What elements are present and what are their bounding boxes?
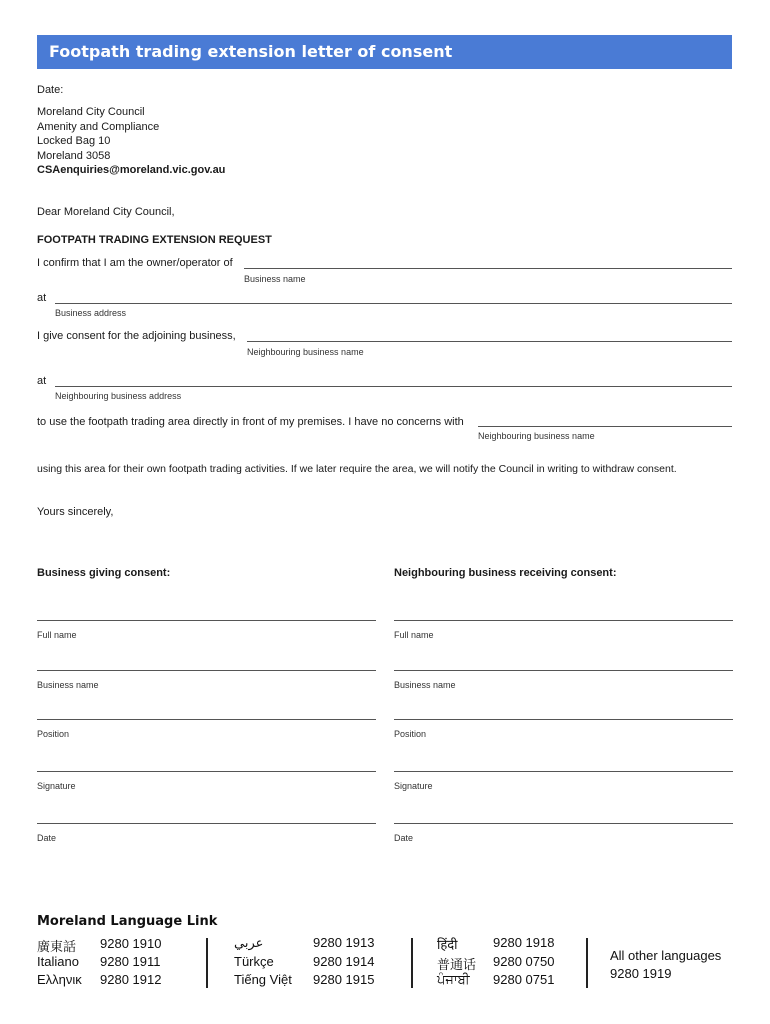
neighbouring-name-field[interactable] [247, 341, 732, 342]
left-signature-label: Signature [37, 781, 76, 791]
language-arabic: عربي [234, 935, 264, 950]
subject-heading: FOOTPATH TRADING EXTENSION REQUEST [37, 234, 272, 246]
phone-mandarin: 9280 0750 [493, 954, 555, 969]
right-signature-field[interactable] [394, 771, 733, 772]
language-link-title: Moreland Language Link [37, 914, 218, 929]
at-label: at [37, 292, 47, 304]
left-business-name-label: Business name [37, 680, 99, 690]
closing: Yours sincerely, [37, 506, 114, 518]
right-full-name-label: Full name [394, 630, 434, 640]
use-text: to use the footpath trading area directly in front of my premises. I have no concerns with [37, 416, 464, 428]
salutation: Dear Moreland City Council, [37, 206, 175, 218]
phone-arabic: 9280 1913 [313, 935, 375, 950]
language-cantonese: 廣東話 [37, 939, 77, 954]
address-line-3: Locked Bag 10 [37, 135, 111, 147]
business-name-caption: Business name [244, 274, 306, 284]
right-signature-label: Signature [394, 781, 433, 791]
language-punjabi: ਪੰਜਾਬੀ [437, 972, 470, 987]
right-date-field[interactable] [394, 823, 733, 824]
confirm-text: I confirm that I am the owner/operator of [37, 257, 233, 269]
right-business-name-field[interactable] [394, 670, 733, 671]
neighbouring-address-caption: Neighbouring business address [55, 391, 182, 401]
address-line-2: Amenity and Compliance [37, 121, 160, 133]
right-position-field[interactable] [394, 719, 733, 720]
footer-divider-3 [586, 938, 588, 988]
language-greek: Ελληνικ [37, 972, 82, 987]
left-business-name-field[interactable] [37, 670, 376, 671]
language-mandarin: 普通话 [437, 957, 477, 972]
at-label-2: at [37, 375, 47, 387]
business-address-field[interactable] [55, 303, 732, 304]
business-name-field[interactable] [244, 268, 732, 269]
left-position-field[interactable] [37, 719, 376, 720]
footer-divider-2 [411, 938, 413, 988]
phone-punjabi: 9280 0751 [493, 972, 555, 987]
neighbouring-name-caption: Neighbouring business name [247, 347, 364, 357]
phone-vietnamese: 9280 1915 [313, 972, 375, 987]
phone-greek: 9280 1912 [100, 972, 162, 987]
address-line-1: Moreland City Council [37, 106, 145, 118]
language-turkish: Türkçe [234, 954, 274, 969]
page-title: Footpath trading extension letter of consent [37, 35, 732, 69]
left-full-name-label: Full name [37, 630, 77, 640]
right-date-label: Date [394, 833, 414, 843]
left-date-field[interactable] [37, 823, 376, 824]
right-full-name-field[interactable] [394, 620, 733, 621]
neighbouring-name-caption-2: Neighbouring business name [478, 431, 595, 441]
left-signature-heading: Business giving consent: [37, 567, 171, 579]
left-position-label: Position [37, 729, 70, 739]
left-signature-field[interactable] [37, 771, 376, 772]
language-hindi: हिंदी [437, 937, 458, 952]
right-signature-heading: Neighbouring business receiving consent: [394, 567, 617, 579]
date-label: Date: [37, 84, 64, 96]
consent-text: I give consent for the adjoining business, [37, 330, 236, 342]
language-vietnamese: Tiếng Việt [234, 972, 292, 987]
phone-other-languages: 9280 1919 [610, 966, 672, 981]
right-business-name-label: Business name [394, 680, 456, 690]
neighbouring-name-field-2[interactable] [478, 426, 732, 427]
using-text: using this area for their own footpath trading activities. If we later require the area, we will notify the Council in writing to withdraw consent. [37, 463, 677, 475]
right-position-label: Position [394, 729, 427, 739]
business-address-caption: Business address [55, 308, 127, 318]
other-languages-label: All other languages [610, 948, 722, 963]
phone-turkish: 9280 1914 [313, 954, 375, 969]
language-italian: Italiano [37, 954, 79, 969]
left-full-name-field[interactable] [37, 620, 376, 621]
phone-italian: 9280 1911 [100, 954, 161, 969]
council-email[interactable]: CSAenquiries@moreland.vic.gov.au [37, 164, 226, 176]
left-date-label: Date [37, 833, 57, 843]
phone-cantonese: 9280 1910 [100, 936, 162, 951]
neighbouring-address-field[interactable] [55, 386, 732, 387]
address-line-4: Moreland 3058 [37, 150, 111, 162]
phone-hindi: 9280 1918 [493, 935, 555, 950]
footer-divider-1 [206, 938, 208, 988]
